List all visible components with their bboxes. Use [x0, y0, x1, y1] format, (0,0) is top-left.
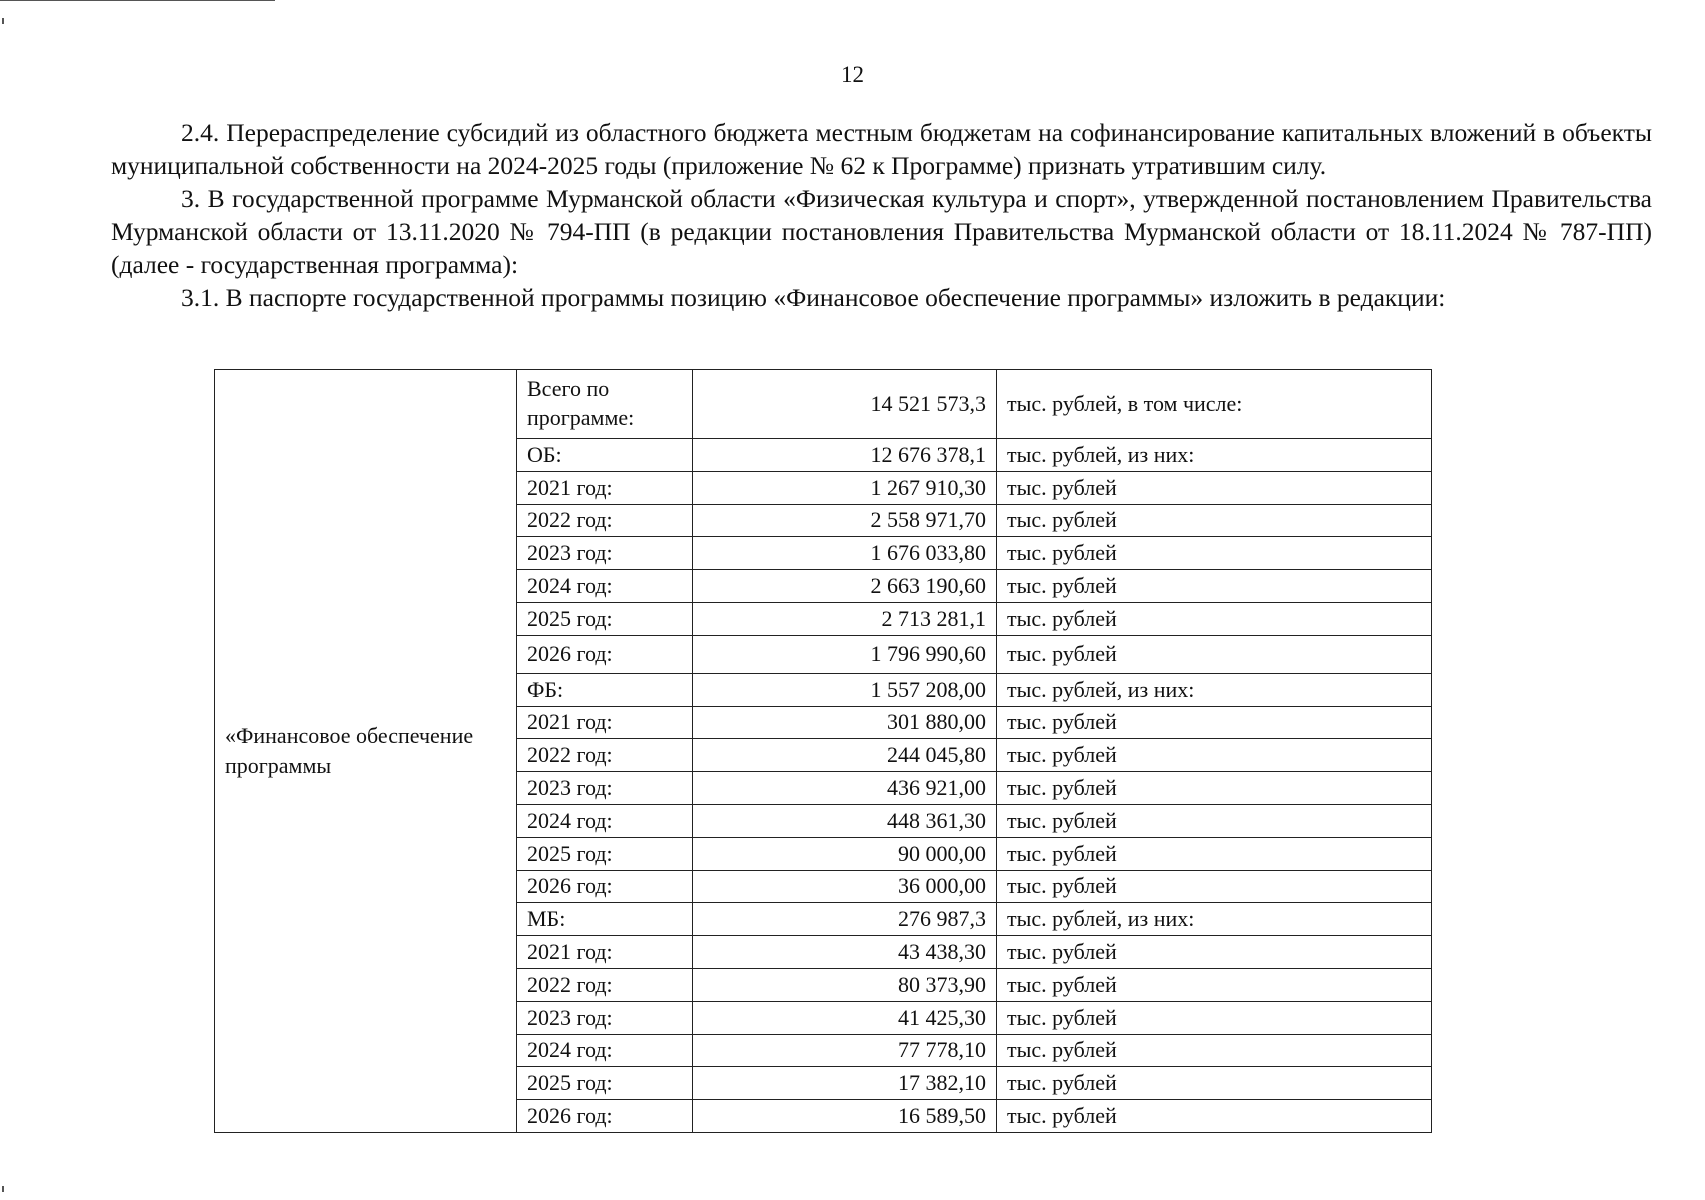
amount-cell: 2 558 971,70 — [693, 504, 997, 537]
amount-cell: 36 000,00 — [693, 870, 997, 903]
period-cell: 2025 год: — [517, 837, 693, 870]
period-cell: 2023 год: — [517, 1001, 693, 1034]
unit-cell: тыс. рублей — [997, 706, 1432, 739]
scan-top-rule — [0, 0, 275, 1]
period-cell: 2024 год: — [517, 1034, 693, 1067]
amount-cell: 1 796 990,60 — [693, 635, 997, 673]
amount-cell: 2 713 281,1 — [693, 602, 997, 635]
unit-cell: тыс. рублей — [997, 471, 1432, 504]
unit-cell: тыс. рублей, из них: — [997, 439, 1432, 472]
unit-cell: тыс. рублей — [997, 1100, 1432, 1133]
period-cell: ОБ: — [517, 439, 693, 472]
amount-cell: 436 921,00 — [693, 772, 997, 805]
amount-cell: 1 267 910,30 — [693, 471, 997, 504]
period-cell: 2023 год: — [517, 772, 693, 805]
amount-cell: 14 521 573,3 — [693, 370, 997, 439]
page-number: 12 — [841, 62, 864, 87]
paragraph-3-1: 3.1. В паспорте государственной программы позицию «Финансовое обеспечение программы» изложить в редакции: — [181, 283, 1446, 312]
amount-cell: 90 000,00 — [693, 837, 997, 870]
scan-speck — [2, 18, 4, 24]
period-cell: 2026 год: — [517, 1100, 693, 1133]
unit-cell: тыс. рублей — [997, 739, 1432, 772]
document-body — [111, 116, 1652, 314]
financing-table — [214, 369, 1432, 1133]
amount-cell: 244 045,80 — [693, 739, 997, 772]
period-cell: 2022 год: — [517, 504, 693, 537]
unit-cell: тыс. рублей — [997, 772, 1432, 805]
period-cell: ФБ: — [517, 673, 693, 706]
unit-cell: тыс. рублей — [997, 968, 1432, 1001]
amount-cell: 276 987,3 — [693, 903, 997, 936]
table-row — [215, 370, 1432, 439]
unit-cell: тыс. рублей — [997, 837, 1432, 870]
unit-cell: тыс. рублей, из них: — [997, 673, 1432, 706]
unit-cell: тыс. рублей — [997, 537, 1432, 570]
period-cell: Всего по программе: — [517, 370, 693, 439]
period-cell: 2021 год: — [517, 936, 693, 969]
unit-cell: тыс. рублей — [997, 1067, 1432, 1100]
unit-cell: тыс. рублей — [997, 936, 1432, 969]
amount-cell: 80 373,90 — [693, 968, 997, 1001]
amount-cell: 41 425,30 — [693, 1001, 997, 1034]
period-cell: 2023 год: — [517, 537, 693, 570]
amount-cell: 2 663 190,60 — [693, 570, 997, 603]
period-cell: 2026 год: — [517, 635, 693, 673]
amount-cell: 17 382,10 — [693, 1067, 997, 1100]
amount-cell: 77 778,10 — [693, 1034, 997, 1067]
amount-cell: 1 557 208,00 — [693, 673, 997, 706]
period-cell: 2021 год: — [517, 706, 693, 739]
period-cell: 2021 год: — [517, 471, 693, 504]
period-cell: 2025 год: — [517, 1067, 693, 1100]
unit-cell: тыс. рублей — [997, 504, 1432, 537]
unit-cell: тыс. рублей — [997, 804, 1432, 837]
period-cell: 2024 год: — [517, 570, 693, 603]
amount-cell: 301 880,00 — [693, 706, 997, 739]
unit-cell: тыс. рублей — [997, 635, 1432, 673]
amount-cell: 16 589,50 — [693, 1100, 997, 1133]
scan-speck — [2, 1186, 4, 1192]
amount-cell: 448 361,30 — [693, 804, 997, 837]
paragraph-2-4: 2.4. Перераспределение субсидий из областного бюджета местным бюджетам на софинансирование капитальных вложений в объекты муниципальной собственности на 2024-2025 годы (приложение № 62 к Программе) признать утратившим силу. — [111, 118, 1652, 180]
period-cell: 2022 год: — [517, 739, 693, 772]
period-cell: 2022 год: — [517, 968, 693, 1001]
period-cell: 2024 год: — [517, 804, 693, 837]
period-cell: МБ: — [517, 903, 693, 936]
unit-cell: тыс. рублей — [997, 1001, 1432, 1034]
unit-cell: тыс. рублей — [997, 570, 1432, 603]
amount-cell: 12 676 378,1 — [693, 439, 997, 472]
period-cell: 2026 год: — [517, 870, 693, 903]
unit-cell: тыс. рублей — [997, 870, 1432, 903]
unit-cell: тыс. рублей, в том числе: — [997, 370, 1432, 439]
amount-cell: 43 438,30 — [693, 936, 997, 969]
unit-cell: тыс. рублей — [997, 602, 1432, 635]
period-cell: 2025 год: — [517, 602, 693, 635]
table-label-cell: «Финансовое обеспечение программы — [215, 370, 517, 1133]
paragraph-3: 3. В государственной программе Мурманской области «Физическая культура и спорт», утвержденной постановлением Правительства Мурманской области от 13.11.2020 № 794-ПП (в редакции постановления Правительства Мурманской области от 18.11.2024 № 787-ПП) (далее - государственная программа): — [111, 184, 1652, 279]
unit-cell: тыс. рублей, из них: — [997, 903, 1432, 936]
amount-cell: 1 676 033,80 — [693, 537, 997, 570]
unit-cell: тыс. рублей — [997, 1034, 1432, 1067]
